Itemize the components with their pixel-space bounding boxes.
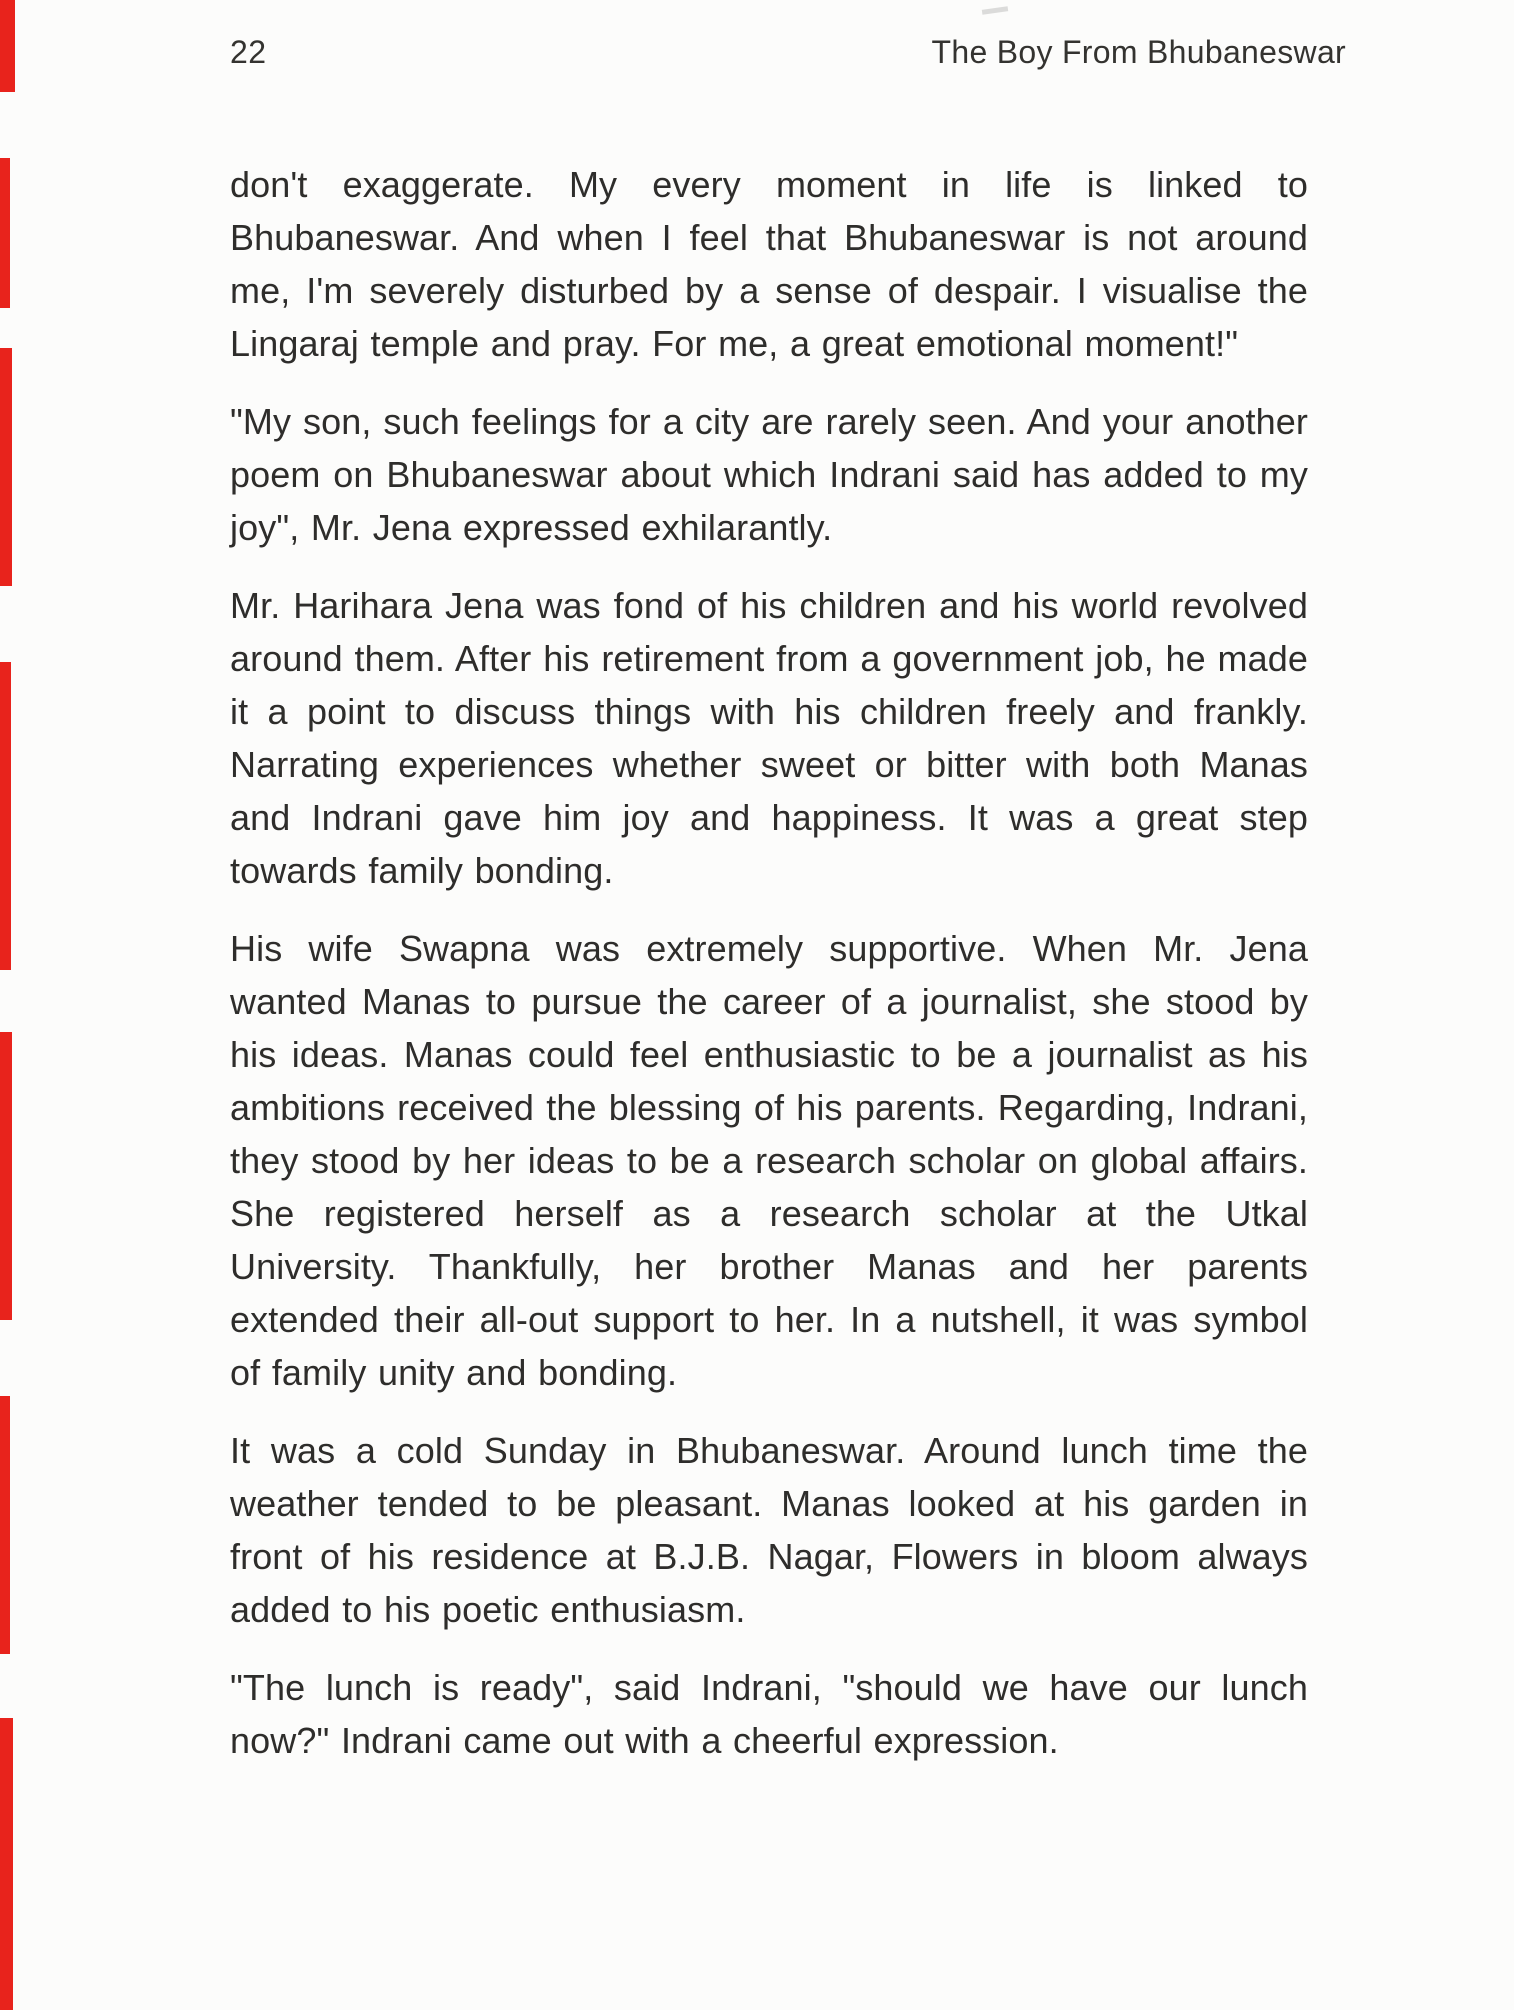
left-edge-scan-artifact [0,158,10,308]
paragraph-5: It was a cold Sunday in Bhubaneswar. Around lunch time the weather tended to be pleasant. Manas looked at his garden in front of his residence at B.J.B. Nagar, Flowers in bloom always added to his poetic enthusiasm. [230,1430,1308,1630]
paragraph-6: "The lunch is ready", said Indrani, "should we have our lunch now?" Indrani came out with a cheerful expression. [230,1667,1308,1761]
left-edge-scan-artifact [0,348,12,586]
left-edge-scan-artifact [0,1396,10,1654]
left-edge-scan-artifact [0,1032,12,1320]
page-body [230,158,1308,1792]
paragraph-2: "My son, such feelings for a city are rarely seen. And your another poem on Bhubaneswar about which Indrani said has added to my joy", Mr. Jena expressed exhilarantly. [230,401,1308,548]
left-edge-scan-artifact [0,662,11,970]
left-edge-scan-artifact [0,1718,13,2010]
running-header-title: The Boy From Bhubaneswar [931,34,1346,70]
page-number: 22 [230,34,267,70]
paragraph-4: His wife Swapna was extremely supportive. When Mr. Jena wanted Manas to pursue the career of a journalist, she stood by his ideas. Manas could feel enthusiastic to be a journalist as his ambitions received the blessing of his parents. Regarding, Indrani, they stood by her ideas to be a research scholar on global affairs. She registered herself as a research scholar at the Utkal University. Thankfully, her brother Manas and her parents extended their all-out support to her. In a nutshell, it was symbol of family unity and bonding. [230,928,1308,1393]
paragraph-1: don't exaggerate. My every moment in life is linked to Bhubaneswar. And when I feel that Bhubaneswar is not around me, I'm severely disturbed by a sense of despair. I visualise the Lingaraj temple and pray. For me, a great emotional moment!" [230,164,1308,364]
page-header [230,34,1346,71]
scan-speck [982,6,1008,15]
left-edge-scan-artifact [0,0,15,92]
paragraph-3: Mr. Harihara Jena was fond of his children and his world revolved around them. After his retirement from a government job, he made it a point to discuss things with his children freely and frankly. Narrating experiences whether sweet or bitter with both Manas and Indrani gave him joy and happiness. It was a great step towards family bonding. [230,585,1308,891]
